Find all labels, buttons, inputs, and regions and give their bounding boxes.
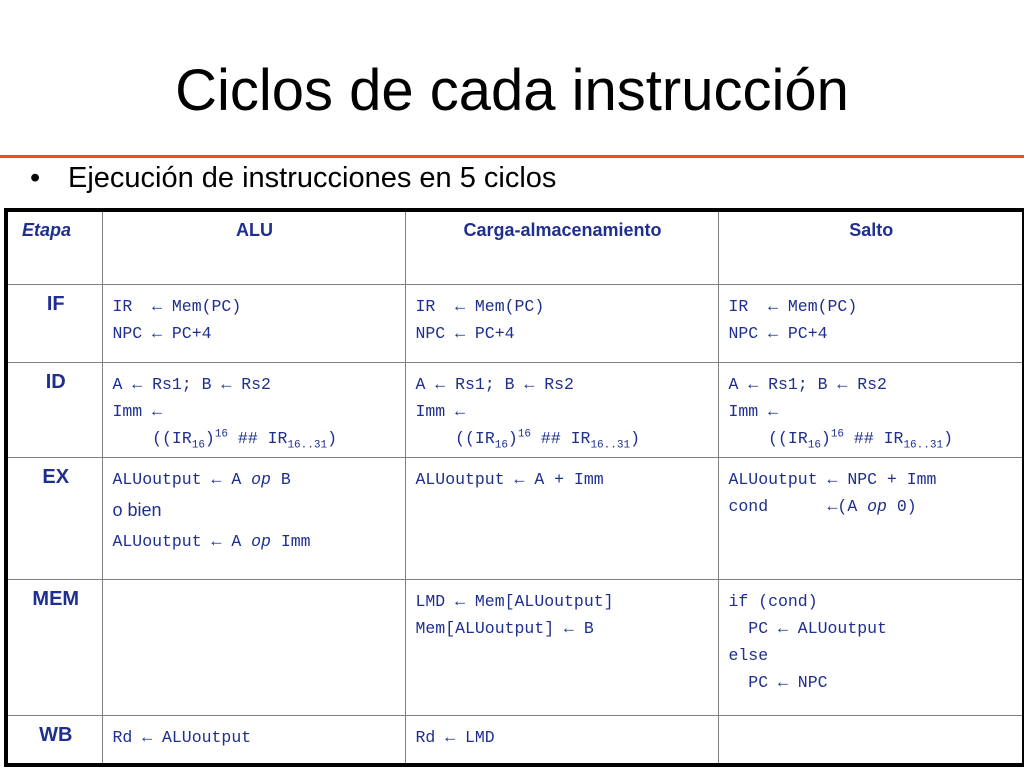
- stage-label-ex: EX: [6, 457, 102, 579]
- id-ls-line-3: ($(IR_{16})^{16}$ ## $IR_{16..31}$): [455, 428, 640, 451]
- if-branch-line-2: NPC ← PC+4: [728, 323, 828, 343]
- if-ls-line-2: NPC ← PC+4: [415, 323, 515, 343]
- if-alu-line-1: IR ← Mem(PC): [112, 296, 242, 316]
- table-row-mem: [6, 579, 1024, 715]
- if-ls-line-1: IR ← Mem(PC): [415, 296, 545, 316]
- stage-label-wb: WB: [6, 715, 102, 765]
- mem-alu-cell: [102, 579, 405, 715]
- header-alu: ALU: [102, 210, 405, 284]
- stage-label-if: IF: [6, 284, 102, 362]
- mem-branch-line-4: PC ← NPC: [728, 672, 828, 692]
- mem-branch-line-1: if (cond): [728, 591, 818, 611]
- id-ls-line-1: A ← Rs1; B ← Rs2: [415, 374, 574, 394]
- wb-load-store-cell: Rd ← LMD: [405, 715, 718, 765]
- stage-label-id: ID: [6, 362, 102, 457]
- table-row-if: [6, 284, 1024, 362]
- ex-ls-line-1: ALUoutput ← A + Imm: [415, 469, 604, 489]
- id-alu-line-1: A ← Rs1; B ← Rs2: [112, 374, 271, 394]
- id-alu-line-3: ($(IR_{16})^{16}$ ## $IR_{16..31}$): [152, 428, 337, 451]
- mem-ls-line-2: Mem[ALUoutput] ← B: [415, 618, 594, 638]
- table-header-row: [6, 210, 1024, 284]
- bullet-item: [30, 161, 556, 196]
- mem-load-store-cell: [405, 579, 718, 715]
- header-carga-almacenamiento: Carga-almacenamiento: [405, 210, 718, 284]
- ex-alu-line-3: ALUoutput ← A op Imm: [112, 531, 311, 551]
- id-branch-line-1: A ← Rs1; B ← Rs2: [728, 374, 887, 394]
- bullet-text: Ejecución de instrucciones en 5 ciclos: [68, 162, 557, 194]
- bullet-marker: •: [30, 162, 41, 194]
- mem-ls-line-1: LMD ← Mem[ALUoutput]: [415, 591, 614, 611]
- if-branch-line-1: IR ← Mem(PC): [728, 296, 858, 316]
- ex-branch-line-2: cond ←(A op 0): [728, 496, 917, 516]
- id-branch-line-2: Imm ←: [728, 401, 779, 421]
- if-alu-line-2: NPC ← PC+4: [112, 323, 212, 343]
- id-branch-line-3: ($(IR_{16})^{16}$ ## $IR_{16..31}$): [768, 428, 953, 451]
- wb-alu-cell: Rd ← ALUoutput: [102, 715, 405, 765]
- mem-branch-line-2: PC ← ALUoutput: [728, 618, 887, 638]
- if-branch-cell: [718, 284, 1024, 362]
- table-row-ex: [6, 457, 1024, 579]
- id-branch-cell: [718, 362, 1024, 457]
- header-salto: Salto: [718, 210, 1024, 284]
- id-alu-line-2: Imm ←: [112, 401, 163, 421]
- id-alu-cell: [102, 362, 405, 457]
- pipeline-stages-table: [4, 208, 1024, 767]
- mem-branch-cell: [718, 579, 1024, 715]
- mem-branch-line-3: else: [728, 645, 769, 665]
- id-ls-line-2: Imm ←: [415, 401, 466, 421]
- wb-branch-cell: [718, 715, 1024, 765]
- table-row-wb: [6, 715, 1024, 765]
- ex-load-store-cell: [405, 457, 718, 579]
- slide-title: Ciclos de cada instrucción: [175, 58, 849, 123]
- id-load-store-cell: [405, 362, 718, 457]
- ex-alu-cell: [102, 457, 405, 579]
- if-load-store-cell: [405, 284, 718, 362]
- ex-branch-cell: [718, 457, 1024, 579]
- title-divider: [0, 155, 1024, 158]
- stage-label-mem: MEM: [6, 579, 102, 715]
- if-alu-cell: [102, 284, 405, 362]
- ex-branch-line-1: ALUoutput ← NPC + Imm: [728, 469, 937, 489]
- header-etapa: Etapa: [6, 210, 102, 284]
- table-row-id: [6, 362, 1024, 457]
- ex-alu-line-1: ALUoutput ← A op B: [112, 469, 291, 489]
- ex-alu-or: o bien: [112, 499, 162, 520]
